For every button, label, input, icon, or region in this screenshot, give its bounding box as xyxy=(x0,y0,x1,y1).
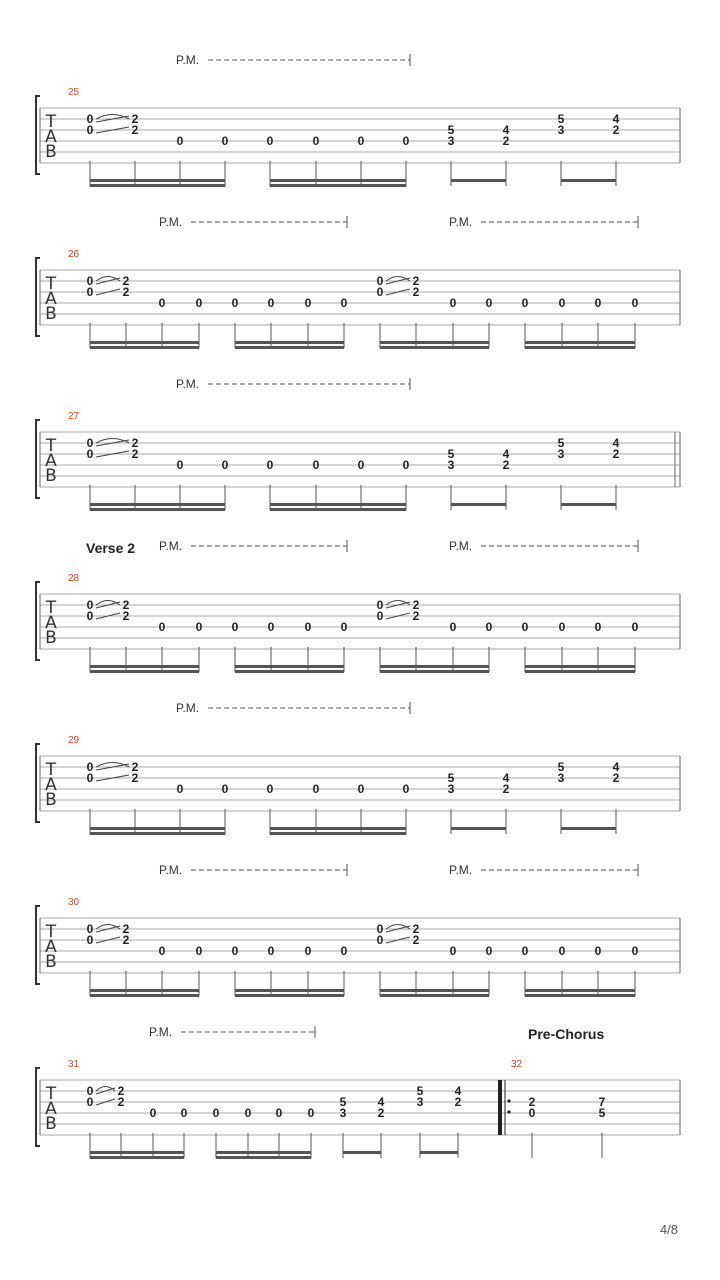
fret-number: 0 xyxy=(521,296,529,310)
tab-system xyxy=(36,863,680,997)
fret-number: 2 xyxy=(502,458,510,472)
fret-number: 0 xyxy=(266,134,274,148)
fret-number: 0 xyxy=(307,1106,315,1120)
fret-number: 2 xyxy=(612,771,620,785)
beam xyxy=(380,346,489,349)
beam xyxy=(90,670,199,673)
system-bracket xyxy=(36,744,40,822)
fret-number: 0 xyxy=(267,296,275,310)
fret-number: 5 xyxy=(557,760,565,774)
fret-number: 2 xyxy=(412,285,420,299)
tab-system xyxy=(36,1025,680,1159)
measure-number: 25 xyxy=(68,87,80,98)
repeat-thick-barline xyxy=(498,1080,502,1135)
tab-system xyxy=(36,539,680,673)
beam xyxy=(235,341,344,344)
palm-mute-label: P.M. xyxy=(159,863,183,877)
fret-number: 0 xyxy=(312,782,320,796)
beam xyxy=(90,503,225,506)
fret-number: 5 xyxy=(447,771,455,785)
fret-number: 0 xyxy=(558,296,566,310)
tab-clef-letter: A xyxy=(45,289,57,309)
fret-number: 2 xyxy=(454,1095,462,1109)
fret-number: 0 xyxy=(158,296,166,310)
fret-number: 0 xyxy=(180,1106,188,1120)
fret-number: 0 xyxy=(312,458,320,472)
beam xyxy=(235,665,344,668)
tab-system xyxy=(36,53,680,187)
fret-number: 0 xyxy=(221,782,229,796)
fret-number: 0 xyxy=(521,620,529,634)
fret-number: 0 xyxy=(267,944,275,958)
beam xyxy=(90,827,225,830)
beam xyxy=(90,832,225,835)
fret-number: 0 xyxy=(267,620,275,634)
fret-number: 2 xyxy=(502,782,510,796)
beam xyxy=(90,1156,184,1159)
fret-number: 0 xyxy=(631,620,639,634)
fret-number: 0 xyxy=(86,933,94,947)
fret-number: 2 xyxy=(131,112,139,126)
tab-system xyxy=(36,215,680,349)
palm-mute-label: P.M. xyxy=(176,701,200,715)
fret-number: 3 xyxy=(557,771,565,785)
fret-number: 0 xyxy=(357,134,365,148)
tab-clef-letter: T xyxy=(45,112,57,132)
fret-number: 0 xyxy=(449,620,457,634)
fret-number: 0 xyxy=(86,922,94,936)
fret-number: 2 xyxy=(412,933,420,947)
beam xyxy=(380,665,489,668)
beam xyxy=(235,994,344,997)
fret-number: 2 xyxy=(612,123,620,137)
fret-number: 5 xyxy=(447,447,455,461)
fret-number: 0 xyxy=(402,458,410,472)
beam xyxy=(380,989,489,992)
fret-number: 0 xyxy=(86,771,94,785)
beam xyxy=(525,341,635,344)
tab-system xyxy=(36,377,680,511)
fret-number: 0 xyxy=(402,782,410,796)
fret-number: 0 xyxy=(376,922,384,936)
tab-clef-letter: T xyxy=(45,436,57,456)
tab-clef-letter: T xyxy=(45,1084,57,1104)
fret-number: 2 xyxy=(131,436,139,450)
measure-number: 29 xyxy=(68,735,80,746)
fret-number: 0 xyxy=(86,112,94,126)
system-bracket xyxy=(36,420,40,498)
palm-mute-label: P.M. xyxy=(149,1025,173,1039)
beam xyxy=(90,179,225,182)
beam xyxy=(451,503,506,506)
fret-number: 2 xyxy=(122,274,130,288)
fret-number: 0 xyxy=(158,944,166,958)
fret-number: 0 xyxy=(558,620,566,634)
beam xyxy=(525,994,635,997)
fret-number: 5 xyxy=(339,1095,347,1109)
fret-number: 4 xyxy=(502,123,510,137)
fret-number: 0 xyxy=(266,458,274,472)
tab-clef-letter: T xyxy=(45,922,57,942)
fret-number: 0 xyxy=(231,620,239,634)
beam xyxy=(270,503,406,506)
fret-number: 0 xyxy=(340,944,348,958)
beam xyxy=(525,346,635,349)
tab-clef-letter: B xyxy=(45,304,57,324)
fret-number: 0 xyxy=(357,458,365,472)
tab-clef-letter: B xyxy=(45,790,57,810)
beam xyxy=(216,1156,311,1159)
fret-number: 0 xyxy=(158,620,166,634)
system-bracket xyxy=(36,96,40,174)
beam xyxy=(90,184,225,187)
tab-clef-letter: A xyxy=(45,937,57,957)
tab-clef-letter: T xyxy=(45,274,57,294)
fret-number: 0 xyxy=(86,760,94,774)
fret-number: 2 xyxy=(131,760,139,774)
tab-clef-letter: A xyxy=(45,1099,57,1119)
fret-number: 5 xyxy=(557,112,565,126)
fret-number: 0 xyxy=(521,944,529,958)
beam xyxy=(270,832,406,835)
fret-number: 0 xyxy=(594,944,602,958)
fret-number: 0 xyxy=(312,134,320,148)
measure-number: 31 xyxy=(68,1059,80,1070)
beam xyxy=(235,989,344,992)
palm-mute-label: P.M. xyxy=(159,215,183,229)
fret-number: 4 xyxy=(612,112,620,126)
section-label: Verse 2 xyxy=(86,540,136,556)
fret-number: 0 xyxy=(340,296,348,310)
fret-number: 0 xyxy=(221,458,229,472)
beam xyxy=(525,665,635,668)
beam xyxy=(561,503,616,506)
fret-number: 2 xyxy=(612,447,620,461)
fret-number: 0 xyxy=(86,1095,94,1109)
fret-number: 0 xyxy=(86,598,94,612)
beam xyxy=(90,989,199,992)
palm-mute-label: P.M. xyxy=(449,215,473,229)
system-bracket xyxy=(36,582,40,660)
system-bracket xyxy=(36,1068,40,1146)
fret-number: 4 xyxy=(377,1095,385,1109)
fret-number: 2 xyxy=(528,1095,536,1109)
fret-number: 4 xyxy=(454,1084,462,1098)
fret-number: 0 xyxy=(449,944,457,958)
tab-clef-letter: T xyxy=(45,598,57,618)
fret-number: 5 xyxy=(598,1106,606,1120)
beam xyxy=(90,994,199,997)
fret-number: 2 xyxy=(131,771,139,785)
fret-number: 0 xyxy=(304,944,312,958)
fret-number: 0 xyxy=(275,1106,283,1120)
beam xyxy=(90,1151,184,1154)
fret-number: 2 xyxy=(131,447,139,461)
fret-number: 2 xyxy=(117,1095,125,1109)
fret-number: 0 xyxy=(86,609,94,623)
measure-number: 28 xyxy=(68,573,80,584)
beam xyxy=(561,179,616,182)
beam xyxy=(90,665,199,668)
fret-number: 2 xyxy=(122,933,130,947)
repeat-dot xyxy=(507,1099,510,1102)
palm-mute-label: P.M. xyxy=(176,53,200,67)
fret-number: 0 xyxy=(304,296,312,310)
fret-number: 0 xyxy=(631,296,639,310)
tab-clef-letter: T xyxy=(45,760,57,780)
fret-number: 3 xyxy=(447,134,455,148)
measure-number: 30 xyxy=(68,897,80,908)
fret-number: 0 xyxy=(86,123,94,137)
fret-number: 0 xyxy=(221,134,229,148)
tab-clef-letter: B xyxy=(45,952,57,972)
beam xyxy=(235,670,344,673)
fret-number: 4 xyxy=(502,771,510,785)
palm-mute-label: P.M. xyxy=(449,539,473,553)
fret-number: 0 xyxy=(86,285,94,299)
fret-number: 0 xyxy=(376,274,384,288)
beam xyxy=(451,179,506,182)
fret-number: 4 xyxy=(612,436,620,450)
beam xyxy=(343,1151,381,1154)
measure-number: 26 xyxy=(68,249,80,260)
page-number: 4/8 xyxy=(659,1222,678,1237)
fret-number: 0 xyxy=(304,620,312,634)
beam xyxy=(270,508,406,511)
fret-number: 0 xyxy=(176,458,184,472)
fret-number: 0 xyxy=(485,620,493,634)
fret-number: 5 xyxy=(416,1084,424,1098)
fret-number: 3 xyxy=(416,1095,424,1109)
fret-number: 2 xyxy=(502,134,510,148)
fret-number: 0 xyxy=(402,134,410,148)
fret-number: 0 xyxy=(231,296,239,310)
palm-mute-label: P.M. xyxy=(159,539,183,553)
beam xyxy=(525,989,635,992)
beam xyxy=(380,994,489,997)
tab-clef-letter: B xyxy=(45,142,57,162)
fret-number: 2 xyxy=(122,285,130,299)
beam xyxy=(216,1151,311,1154)
fret-number: 5 xyxy=(557,436,565,450)
fret-number: 0 xyxy=(558,944,566,958)
beam xyxy=(235,346,344,349)
tab-clef-letter: B xyxy=(45,628,57,648)
fret-number: 0 xyxy=(86,447,94,461)
beam xyxy=(90,346,199,349)
repeat-dot xyxy=(507,1110,510,1113)
fret-number: 0 xyxy=(176,782,184,796)
fret-number: 3 xyxy=(557,123,565,137)
tab-clef-letter: A xyxy=(45,775,57,795)
fret-number: 0 xyxy=(485,944,493,958)
fret-number: 0 xyxy=(594,620,602,634)
tab-clef-letter: A xyxy=(45,613,57,633)
beam xyxy=(270,179,406,182)
tab-clef-letter: A xyxy=(45,451,57,471)
fret-number: 0 xyxy=(195,620,203,634)
fret-number: 0 xyxy=(231,944,239,958)
fret-number: 0 xyxy=(485,296,493,310)
fret-number: 0 xyxy=(195,944,203,958)
tab-system xyxy=(36,701,680,835)
palm-mute-label: P.M. xyxy=(176,377,200,391)
system-bracket xyxy=(36,906,40,984)
fret-number: 3 xyxy=(557,447,565,461)
fret-number: 0 xyxy=(149,1106,157,1120)
beam xyxy=(90,508,225,511)
beam xyxy=(525,670,635,673)
fret-number: 0 xyxy=(212,1106,220,1120)
measure-number: 27 xyxy=(68,411,80,422)
fret-number: 0 xyxy=(631,944,639,958)
fret-number: 4 xyxy=(502,447,510,461)
fret-number: 2 xyxy=(117,1084,125,1098)
fret-number: 2 xyxy=(412,598,420,612)
measure-number: 32 xyxy=(511,1059,523,1070)
beam xyxy=(380,341,489,344)
tab-clef-letter: B xyxy=(45,1114,57,1134)
fret-number: 0 xyxy=(244,1106,252,1120)
beam xyxy=(561,827,616,830)
beam xyxy=(380,670,489,673)
tab-clef-letter: A xyxy=(45,127,57,147)
fret-number: 0 xyxy=(340,620,348,634)
fret-number: 3 xyxy=(339,1106,347,1120)
fret-number: 5 xyxy=(447,123,455,137)
fret-number: 0 xyxy=(86,436,94,450)
fret-number: 2 xyxy=(412,274,420,288)
fret-number: 2 xyxy=(131,123,139,137)
beam xyxy=(90,341,199,344)
fret-number: 2 xyxy=(122,609,130,623)
fret-number: 0 xyxy=(376,598,384,612)
fret-number: 3 xyxy=(447,782,455,796)
fret-number: 0 xyxy=(376,609,384,623)
fret-number: 2 xyxy=(122,922,130,936)
section-label: Pre-Chorus xyxy=(528,1026,605,1042)
palm-mute-label: P.M. xyxy=(449,863,473,877)
fret-number: 0 xyxy=(376,285,384,299)
fret-number: 7 xyxy=(598,1095,606,1109)
fret-number: 0 xyxy=(195,296,203,310)
fret-number: 0 xyxy=(376,933,384,947)
fret-number: 2 xyxy=(377,1106,385,1120)
fret-number: 0 xyxy=(266,782,274,796)
beam xyxy=(420,1151,458,1154)
system-bracket xyxy=(36,258,40,336)
fret-number: 2 xyxy=(412,609,420,623)
fret-number: 0 xyxy=(594,296,602,310)
fret-number: 2 xyxy=(412,922,420,936)
fret-number: 0 xyxy=(176,134,184,148)
fret-number: 3 xyxy=(447,458,455,472)
beam xyxy=(270,827,406,830)
fret-number: 0 xyxy=(528,1106,536,1120)
beam xyxy=(451,827,506,830)
tab-clef-letter: B xyxy=(45,466,57,486)
fret-number: 0 xyxy=(449,296,457,310)
fret-number: 4 xyxy=(612,760,620,774)
fret-number: 0 xyxy=(86,274,94,288)
beam xyxy=(270,184,406,187)
fret-number: 0 xyxy=(357,782,365,796)
fret-number: 0 xyxy=(86,1084,94,1098)
fret-number: 2 xyxy=(122,598,130,612)
